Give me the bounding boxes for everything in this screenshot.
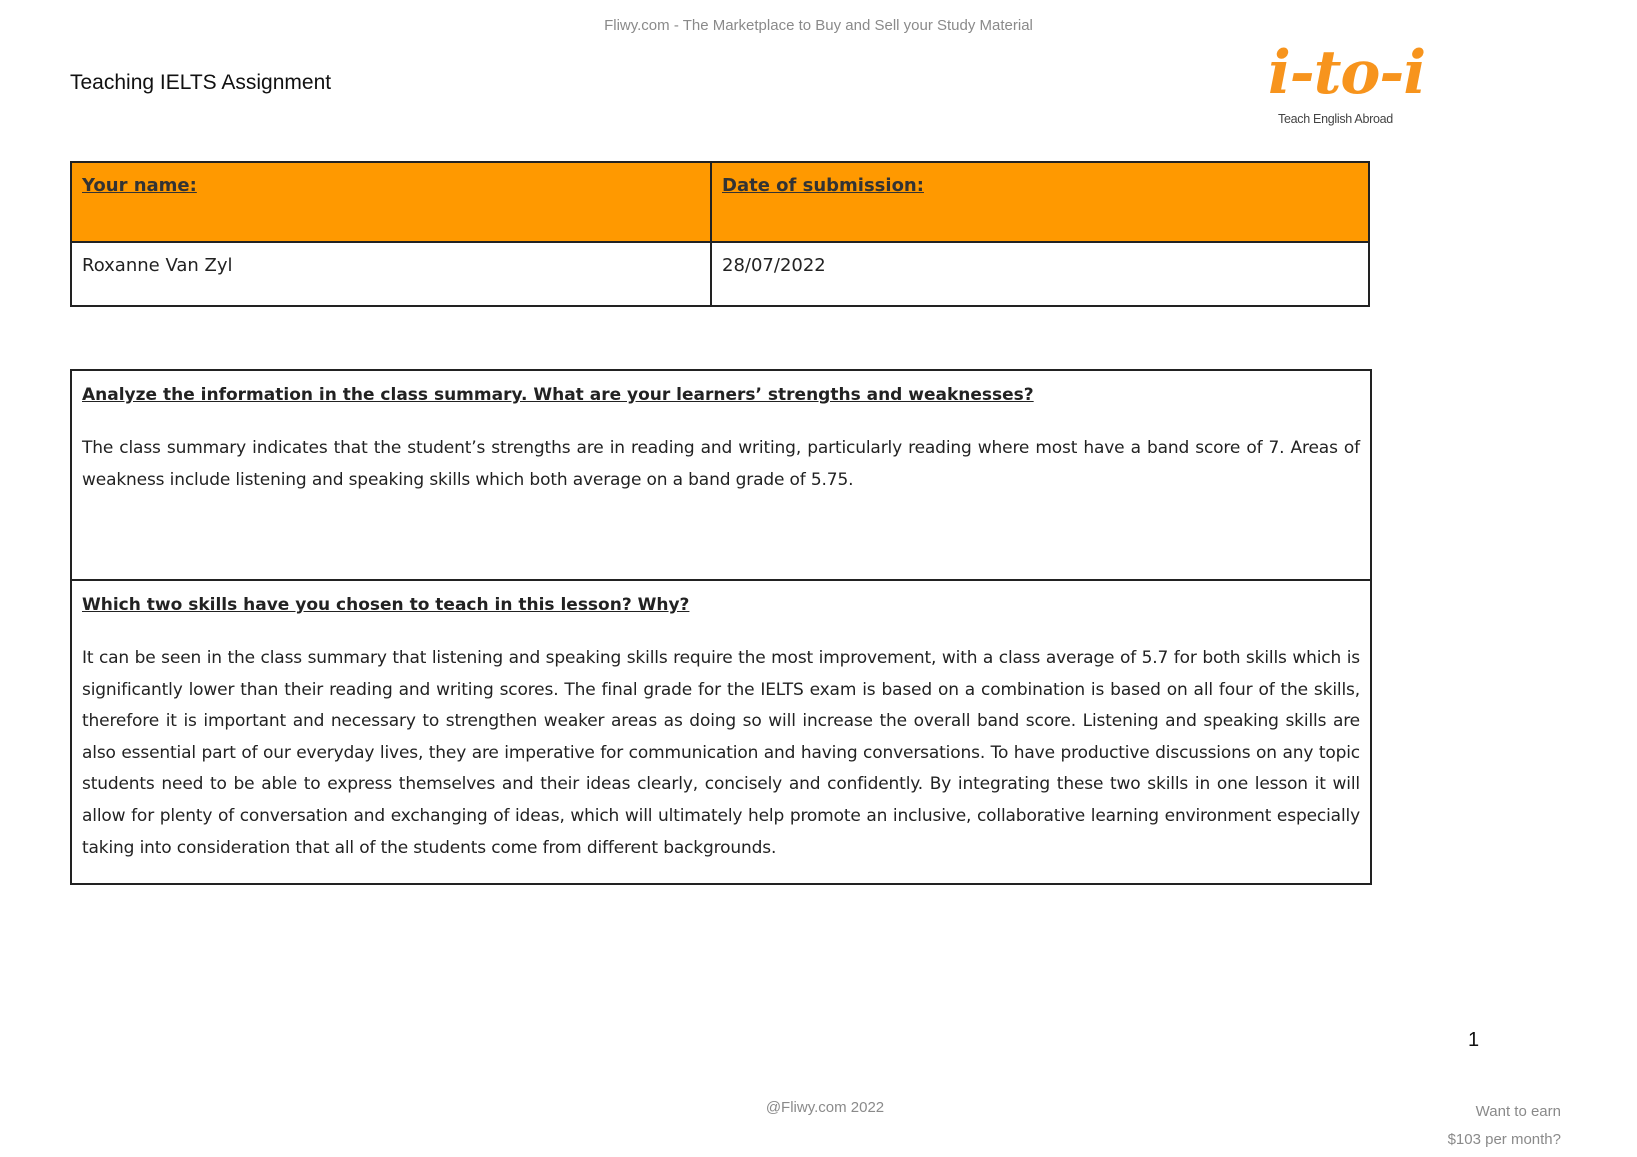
assignment-questions-table [70, 369, 1372, 885]
answer-text: The class summary indicates that the student’s strengths are in reading and writing, particularly reading where most have a band score of 7. Areas of weakness include listening and speaking skills which both average on a band grade of 5.75. [82, 438, 1360, 490]
question-heading: Analyze the information in the class summary. What are your learners’ strengths and weaknesses? [82, 385, 1034, 405]
document-title: Teaching IELTS Assignment [70, 71, 332, 94]
ito-i-logo [1268, 40, 1458, 130]
answer-text: It can be seen in the class summary that listening and speaking skills require the most improvement, with a class average of 5.7 for both skills which is significantly lower than their reading and writing scores. The final grade for the IELTS exam is based on a combination is based on all four of the skills, therefore it is important and necessary to strengthen weaker areas as doing so will increase the overall band score. Listening and speaking skills are also essential part of our everyday lives, they are imperative for communication and having conversations. To have productive discussions on any topic students need to be able to express themselves and their ideas clearly, concisely and confidently. By integrating these two skills in one lesson it will allow for plenty of conversation and exchanging of ideas, which will ultimately help promote an inclusive, collaborative learning environment especially taking into consideration that all of the students come from different backgrounds. [82, 648, 1360, 858]
date-value: 28/07/2022 [711, 242, 1369, 306]
name-value: Roxanne Van Zyl [71, 242, 711, 306]
logo-tagline: Teach English Abroad [1278, 112, 1393, 126]
date-label: Date of submission: [711, 162, 1369, 242]
question-row [71, 370, 1371, 580]
question-cell-1 [71, 370, 1371, 580]
watermark-footer: @Fliwy.com 2022 [765, 1099, 885, 1116]
question-heading: Which two skills have you chosen to teach in this lesson? Why? [82, 595, 690, 615]
logo-wordmark: i-to-i [1268, 38, 1426, 108]
question-row [71, 580, 1371, 884]
question-cell-2 [71, 580, 1371, 884]
info-header-row [71, 162, 1369, 242]
info-value-row [71, 242, 1369, 306]
earn-promo-line-2: $103 per month? [1447, 1131, 1561, 1148]
watermark-header: Fliwy.com - The Marketplace to Buy and Sell your Study Material [604, 17, 1033, 34]
page-number: 1 [1468, 1029, 1480, 1051]
student-info-table [70, 161, 1370, 307]
earn-promo-link[interactable] [1448, 1098, 1561, 1154]
name-label: Your name: [71, 162, 711, 242]
earn-promo-line-1: Want to earn [1475, 1103, 1561, 1120]
